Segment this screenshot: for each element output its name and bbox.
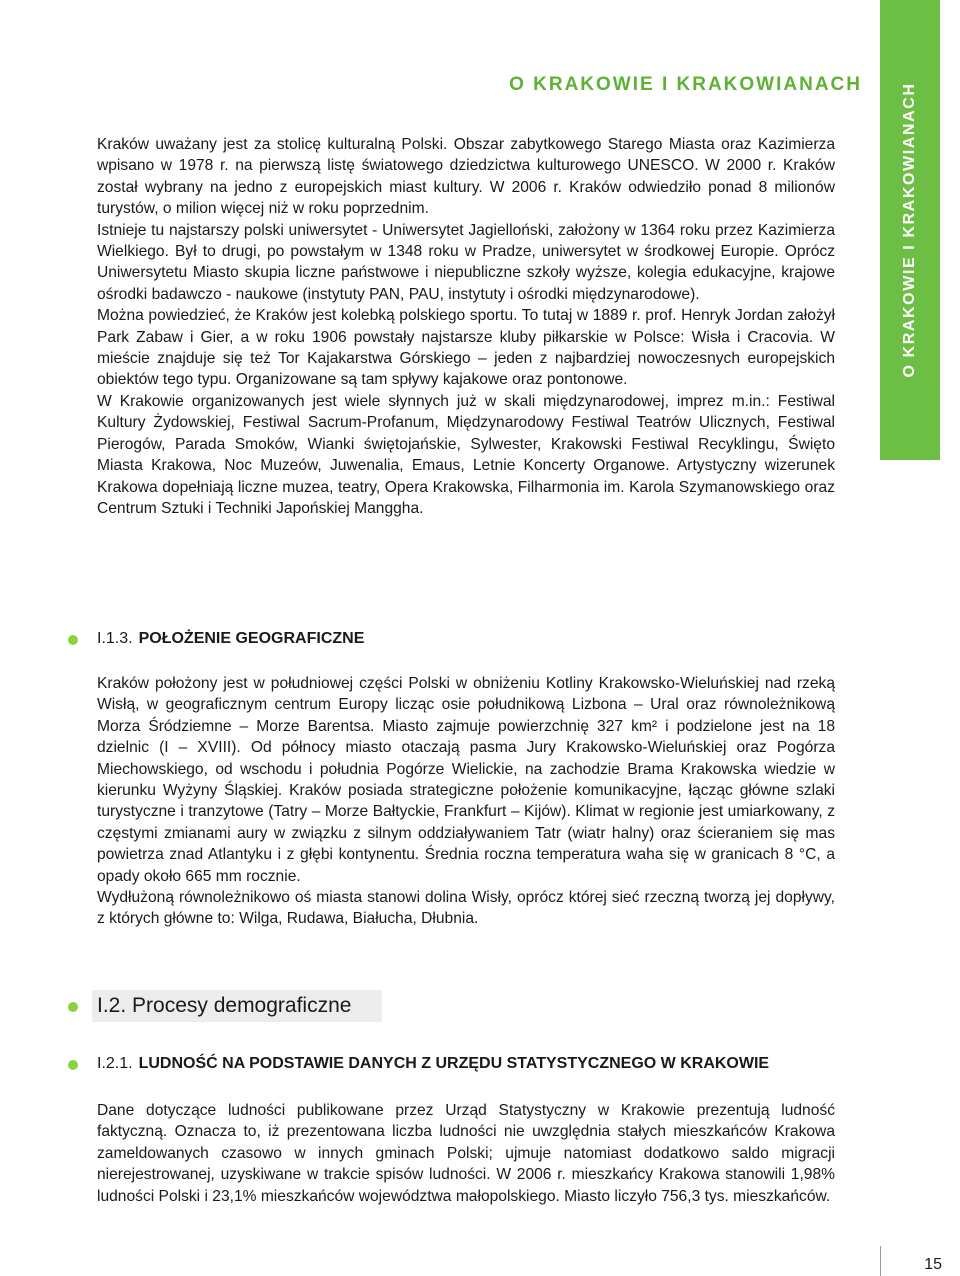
intro-paragraph-1: Kraków uważany jest za stolicę kulturalną Polski. Obszar zabytkowego Starego Miasta oraz Kazimierza wpisano w 1978 r. na pierwszą listę światowego dziedzictwa kulturowego UNESCO. W 2000 r. Kraków został wybrany na jedno z europejskich miast kultury. W 2006 r. Kraków odwiedziło ponad 8 milionów turystów, o milion więcej niż w roku poprzednim.: [97, 136, 835, 218]
population-paragraph-1: Dane dotyczące ludności publikowane przez Urząd Statystyczny w Krakowie prezentują ludność faktyczną. Oznacza to, iż prezentowana liczba ludności nie uwzględnia stałych mieszkańców Krakowa zameldowanych czasowo w innych gminach Polski; ujmuje natomiast dodatkowo saldo migracji nierejestrowanej, uzyskiwane w trakcie spisów ludności. W 2006 r. mieszkańcy Krakowa stanowili 1,98% ludności Polski i 23,1% mieszkańców województwa małopolskiego. Miasto liczyło 756,3 tys. mieszkańców.: [97, 1102, 835, 1205]
population-heading: [97, 1055, 769, 1073]
intro-paragraph-3: Można powiedzieć, że Kraków jest kolebką polskiego sportu. To tutaj w 1889 r. prof. Henryk Jordan założył Park Zabaw i Gier, a w roku 1906 powstały najstarsze kluby piłkarskie w Polsce: Wisła i Cracovia. W mieście znajduje się też Tor Kajakarstwa Górskiego – jeden z najbardziej nowoczesnych europejskich obiektów tego typu. Organizowane są tam spływy kajakowe oraz pontonowe.: [97, 307, 835, 389]
intro-paragraph-2: Istnieje tu najstarszy polski uniwersytet - Uniwersytet Jagielloński, założony w 1364 roku przez Kazimierza Wielkiego. Był to drugi, po powstałym w 1348 roku w Pradze, uniwersytet w środkowej Europie. Oprócz Uniwersytetu Miasto skupia liczne państwowe i niepubliczne szkoły wyższe, kolegia edukacyjne, krajowe ośrodki badawczo - naukowe (instytuty PAN, PAU, instytuty i ośrodki międzynarodowe).: [97, 221, 835, 303]
intro-text: [97, 134, 835, 519]
section-title: I.2. Procesy demograficzne: [97, 994, 352, 1017]
bullet-icon: [68, 1060, 78, 1070]
geo-text: [97, 673, 835, 930]
geo-heading-number: I.1.3.: [97, 630, 133, 647]
geo-heading: [97, 630, 364, 648]
geo-paragraph-2: Wydłużoną równoleżnikowo oś miasta stanowi dolina Wisły, oprócz której sieć rzeczną tworzą jej dopływy, z których główne to: Wilga, Rudawa, Białucha, Dłubnia.: [97, 889, 835, 928]
bullet-icon: [68, 635, 78, 645]
population-text: [97, 1100, 835, 1207]
population-heading-number: I.2.1.: [97, 1055, 133, 1072]
population-heading-title: LUDNOŚĆ NA PODSTAWIE DANYCH Z URZĘDU STATYSTYCZNEGO W KRAKOWIE: [138, 1055, 770, 1072]
intro-paragraph-4: W Krakowie organizowanych jest wiele słynnych już w skali międzynarodowej, imprez m.in.: Festiwal Kultury Żydowskiej, Festiwal Sacrum-Profanum, Międzynarodowy Festiwal Teatrów Ulicznych, Festiwal Pierogów, Parada Smoków, Wianki świętojańskie, Sylwester, Krakowski Festiwal Recyklingu, Święto Miasta Krakowa, Noc Muzeów, Juwenalia, Emaus, Letnie Koncerty Organowe. Artystyczny wizerunek Krakowa dopełniają liczne muzea, teatry, Opera Krakowska, Filharmonia im. Karola Szymanowskiego oraz Centrum Sztuki i Techniki Japońskiej Manggha.: [97, 392, 835, 517]
page-number-box: [880, 1246, 960, 1276]
header-title: O KRAKOWIE I KRAKOWIANACH: [509, 74, 862, 95]
bullet-icon: [68, 1002, 78, 1012]
geo-heading-title: POŁOŻENIE GEOGRAFICZNE: [138, 630, 365, 647]
geo-paragraph-1: Kraków położony jest w południowej części Polski w obniżeniu Kotliny Krakowsko-Wieluńskiej nad rzeką Wisłą, w geograficznym centrum Europy licząc osie południkową Lizbona – Ural oraz równoleżnikową Morza Śródziemne – Morze Barentsa. Miasto zajmuje powierzchnię 327 km² i podzielone jest na 18 dzielnic (I – XVIII). Od północy miasto otaczają pasma Jury Krakowsko-Wieluńskiej oraz Pogórza Miechowskiego, od wschodu i południa Pogórze Wielickie, na zachodzie Brama Krakowska wiedzie w kierunku Wyżyny Śląskiej. Kraków posiada strategiczne położenie komunikacyjne, łącząc główne szlaki turystyczne i tranzytowe (Tatry – Morze Bałtyckie, Frankfurt – Kijów). Klimat w regionie jest umiarkowany, z częstymi zmianami aury w związku z silnym oddziaływaniem Tatr (wiatr halny) oraz ścieraniem się mas powietrza znad Atlantyku i z głębi kontynentu. Średnia roczna temperatura waha się w granicach 8 °C, a opady około 665 mm rocznie.: [97, 675, 835, 885]
page-number: 15: [924, 1256, 942, 1273]
side-tab-label: O KRAKOWIE I KRAKOWIANACH: [901, 82, 918, 378]
side-tab: [880, 0, 940, 460]
